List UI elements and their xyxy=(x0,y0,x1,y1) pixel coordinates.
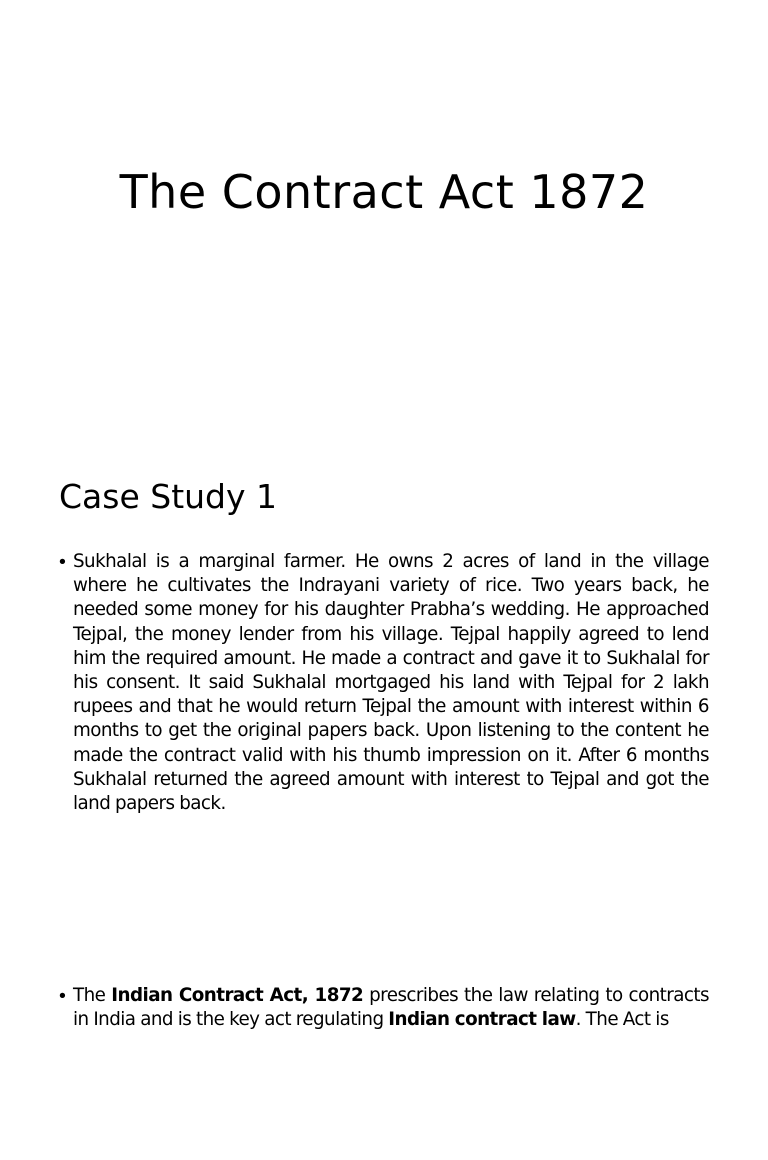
act-intro-text-1: The xyxy=(73,985,112,1006)
act-intro-slide xyxy=(0,960,768,1160)
case-study-bullet xyxy=(59,550,709,816)
act-intro-text-2: prescribes the law relating to contracts in India and is the key act regulating xyxy=(73,985,709,1031)
act-intro-text-3: . The Act is xyxy=(575,1009,669,1031)
case-study-slide xyxy=(0,420,768,960)
contract-law-bold: Indian contract law xyxy=(388,1009,576,1031)
slide-title: The Contract Act 1872 xyxy=(119,165,649,219)
act-intro-paragraph xyxy=(73,984,709,1032)
case-study-heading: Case Study 1 xyxy=(59,477,278,516)
title-slide xyxy=(0,0,768,420)
bullet-icon: • xyxy=(59,551,66,573)
case-study-paragraph: Sukhalal is a marginal farmer. He owns 2 acres of land in the village where he cultivates the Indrayani variety of rice. Two years back, he needed some money for his daughter Prabha’s wedding. He approached Tejpal, the money lender from his village. Tejpal happily agreed to lend him the required amount. He made a contract and gave it to Sukhalal for his consent. It said Sukhalal mortgaged his land with Tejpal for 2 lakh rupees and that he would return Tejpal the amount with interest within 6 months to get the original papers back. Upon listening to the content he made the contract valid with his thumb impression on it. After 6 months Sukhalal returned the agreed amount with interest to Tejpal and got the land papers back. xyxy=(73,551,709,815)
bullet-icon: • xyxy=(59,985,66,1007)
act-name-bold: Indian Contract Act, 1872 xyxy=(111,985,364,1006)
act-intro-bullet xyxy=(59,984,709,1032)
